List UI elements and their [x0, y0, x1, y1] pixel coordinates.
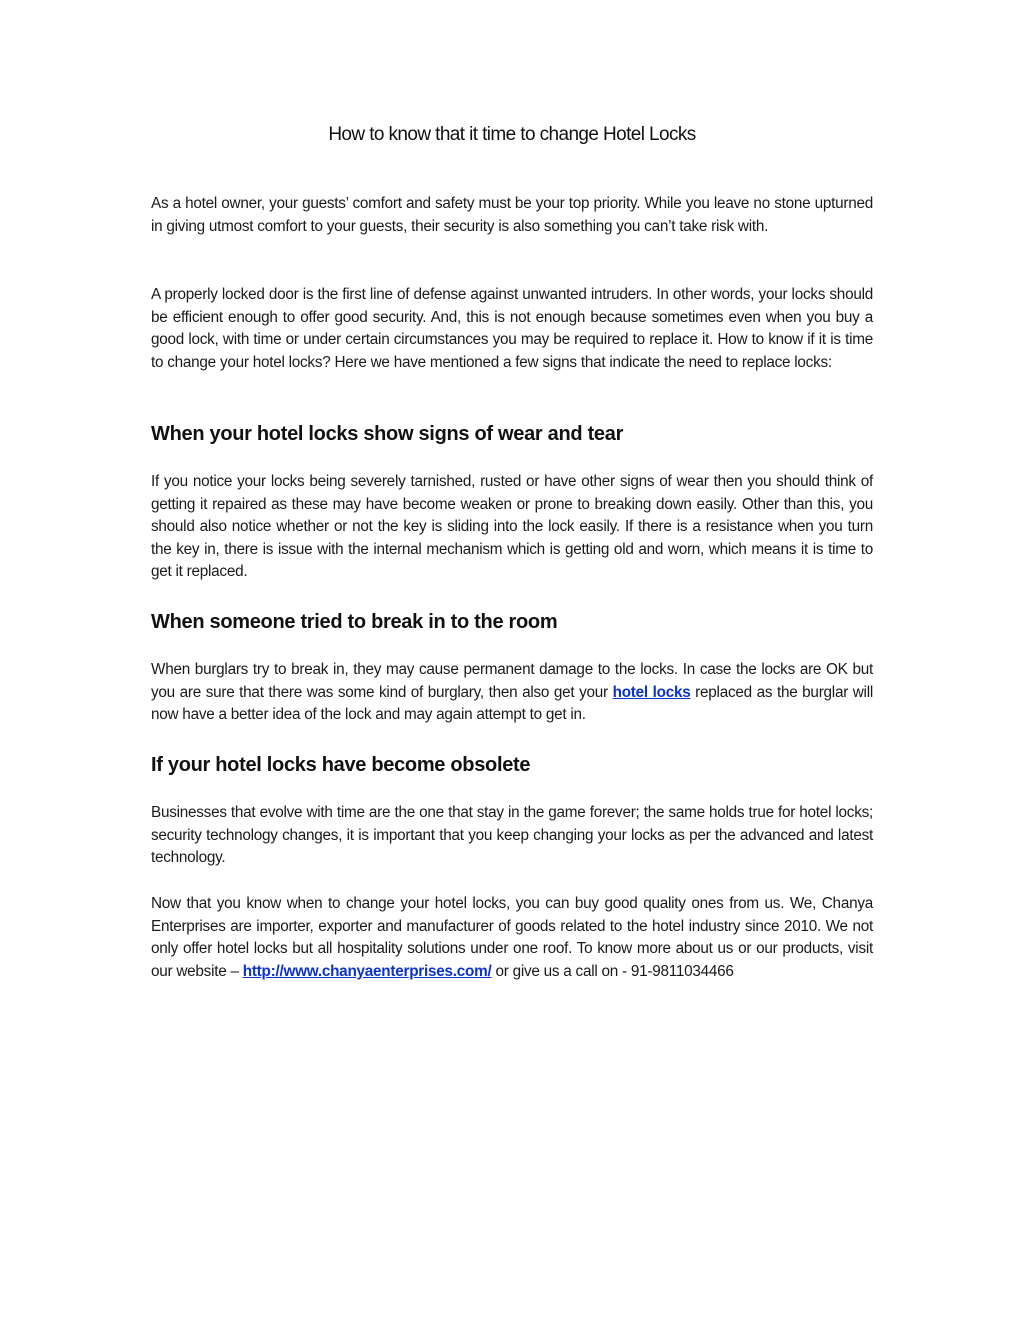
- section-heading-obsolete: If your hotel locks have become obsolete: [151, 754, 531, 776]
- hotel-locks-link[interactable]: hotel locks: [612, 683, 691, 701]
- document-title: How to know that it time to change Hotel Locks: [328, 124, 696, 145]
- closing-paragraph: [151, 893, 873, 983]
- section-body-obsolete: Businesses that evolve with time are the one that stay in the game forever; the same holds true for hotel locks; security technology changes, it is important that you keep changing your locks as per the advanced and latest technology.: [151, 804, 873, 867]
- intro-paragraph-2: A properly locked door is the first line of defense against unwanted intruders. In other words, your locks should be efficient enough to offer good security. And, this is not enough because sometimes even when you buy a good lock, with time or under certain circumstances you may be required to replace it. How to know if it is time to change your hotel locks? Here we have mentioned a few signs that indicate the need to replace locks:: [151, 286, 873, 371]
- break-in-text-after: replaced as the burglar will now have a better idea of the lock and may again attempt to get in.: [151, 683, 873, 724]
- website-link[interactable]: http://www.chanyaenterprises.com/: [242, 962, 492, 980]
- section-heading-break-in: When someone tried to break in to the room: [151, 611, 558, 633]
- intro-paragraph-1: As a hotel owner, your guests’ comfort and safety must be your top priority. While you leave no stone upturned in giving utmost comfort to your guests, their security is also something you can’t take risk with.: [151, 195, 873, 235]
- break-in-text-before: When burglars try to break in, they may cause permanent damage to the locks. In case the locks are OK but you are sure that there was some kind of burglary, then also get your: [151, 661, 873, 701]
- closing-text-before: Now that you know when to change your hotel locks, you can buy good quality ones from us. We, Chanya Enterprises are importer, exporter and manufacturer of goods related to the hotel industry since 2010. We not only offer hotel locks but all hospitality solutions under one roof. To know more about us or our products, visit our website –: [151, 895, 873, 980]
- section-body-wear-and-tear: If you notice your locks being severely tarnished, rusted or have other signs of wear then you should think of getting it repaired as these may have become weaken or prone to breaking down easily. Other than this, you should also notice whether or not the key is sliding into the lock easily. If there is a resistance when you turn the key in, there is issue with the internal mechanism which is getting old and worn, which means it is time to get it replaced.: [151, 473, 873, 581]
- closing-text-after: or give us a call on - 91-9811034466: [491, 962, 734, 980]
- section-heading-wear-and-tear: When your hotel locks show signs of wear and tear: [151, 423, 624, 445]
- section-body-break-in: [151, 659, 873, 727]
